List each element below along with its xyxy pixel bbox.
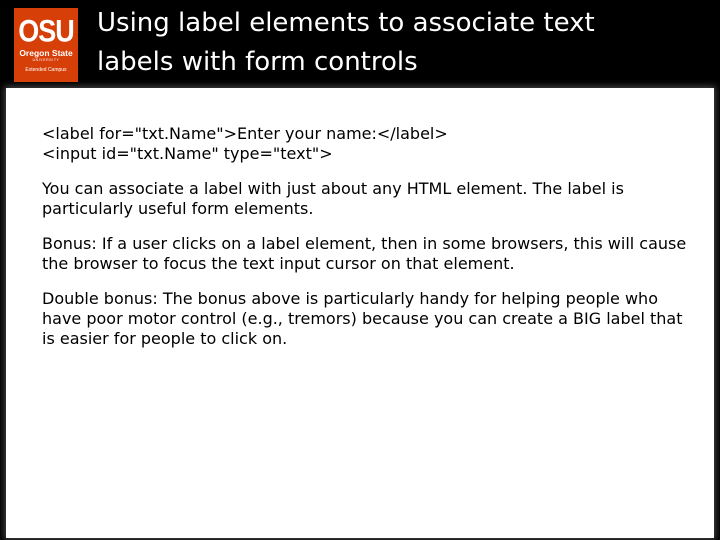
slide-title: Using label elements to associate text labels with form controls [97,8,595,77]
slide-header [0,0,720,88]
code-line-input: <input id="txt.Name" type="text"> [42,144,333,163]
logo-name: Oregon State [19,48,73,58]
slide-body [42,124,692,364]
code-line-label: <label for="txt.Name">Enter your name:</label> [42,124,448,143]
content-area [6,88,714,538]
code-example [42,124,692,164]
paragraph-bonus: Bonus: If a user clicks on a label element, then in some browsers, this will cause the browser to focus the text input cursor on that element. [42,234,687,273]
logo-campus: Extended Campus [25,67,67,73]
paragraph-label-association: You can associate a label with just about any HTML element. The label is particularly useful form elements. [42,179,624,218]
logo-mark: OSU [18,13,74,49]
osu-logo [14,8,78,82]
paragraph-double-bonus: Double bonus: The bonus above is particularly handy for helping people who have poor motor control (e.g., tremors) because you can create a BIG label that is easier for people to click on. [42,289,683,348]
logo-university: UNIVERSITY [32,58,60,62]
